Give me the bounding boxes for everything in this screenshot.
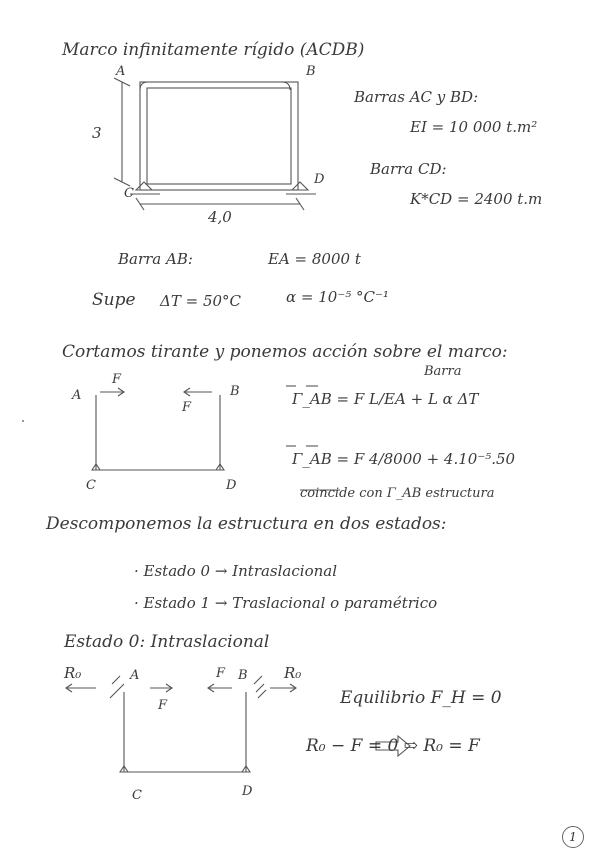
frame3-force-top: F xyxy=(216,666,226,681)
equation-gamma-1: Γ_AB = F L/EA + L α ΔT xyxy=(292,390,479,408)
frame1-label-d: D xyxy=(314,172,325,187)
bar-cd-label: Barra CD: xyxy=(370,160,447,178)
page-title: Marco infinitamente rígido (ACDB) xyxy=(62,40,365,60)
frame1-height: 3 xyxy=(92,124,102,142)
frame3-r0-left: R₀ xyxy=(64,664,82,682)
r0-equation: R₀ − F = 0 ⇨ R₀ = F xyxy=(306,736,480,756)
bullet-estado-0: · Estado 0 → Intraslacional xyxy=(134,562,337,580)
frame3-r0-right: R₀ xyxy=(284,664,302,682)
delta-t: ΔT = 50°C xyxy=(160,292,242,310)
descomponemos-text: Descomponemos la estructura en dos estados: xyxy=(46,514,447,534)
frame2-label-b: B xyxy=(230,384,240,399)
frame1-width: 4,0 xyxy=(208,208,232,226)
bars-ac-bd-label: Barras AC y BD: xyxy=(354,88,479,106)
frame3-label-c: C xyxy=(132,788,142,803)
frame3-label-a: A xyxy=(130,668,140,683)
k-value: K*CD = 2400 t.m xyxy=(410,190,543,208)
supe-label: Supe xyxy=(92,290,136,310)
frame3-label-b: B xyxy=(238,668,248,683)
frame1-label-a: A xyxy=(116,64,126,79)
coincide-text: coincide con Γ_AB estructura xyxy=(300,486,495,501)
frame3-force-bottom: F xyxy=(158,698,168,713)
barra-note: Barra xyxy=(424,364,462,379)
ei-value: EI = 10 000 t.m² xyxy=(410,118,538,136)
bullet-estado-1: · Estado 1 → Traslacional o paramétrico xyxy=(134,594,438,612)
frame2-force-right: F xyxy=(182,400,192,415)
frame3-label-d: D xyxy=(242,784,253,799)
frame1-label-b: B xyxy=(306,64,316,79)
frame-1-drawing xyxy=(114,78,316,210)
stray-mark xyxy=(22,420,24,422)
frame2-label-c: C xyxy=(86,478,96,493)
estado-0-heading: Estado 0: Intraslacional xyxy=(64,632,270,652)
ea-value: EA = 8000 t xyxy=(268,250,361,268)
frame2-force-left: F xyxy=(112,372,122,387)
equation-gamma-2: Γ_AB = F 4/8000 + 4.10⁻⁵.50 xyxy=(292,450,516,468)
bar-ab-label: Barra AB: xyxy=(118,250,193,268)
equilibrio-text: Equilibrio F_H = 0 xyxy=(340,688,502,708)
frame2-label-d: D xyxy=(226,478,237,493)
page-number: 1 xyxy=(562,826,584,848)
frame2-label-a: A xyxy=(72,388,82,403)
alpha-value: α = 10⁻⁵ °C⁻¹ xyxy=(286,288,389,306)
cortamos-text: Cortamos tirante y ponemos acción sobre el marco: xyxy=(62,342,508,362)
frame1-label-c: C xyxy=(124,186,134,201)
